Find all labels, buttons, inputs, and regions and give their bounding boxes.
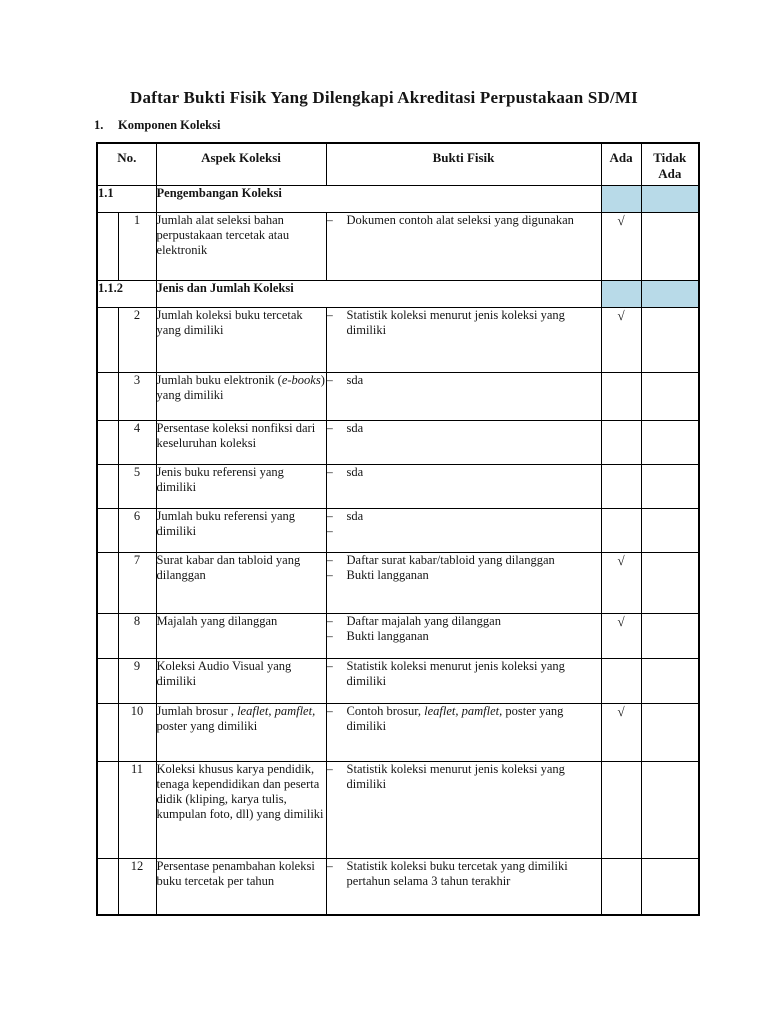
bullet-dash: – xyxy=(326,761,333,776)
table-row xyxy=(97,212,699,280)
table-row xyxy=(97,613,699,658)
bukti-cell xyxy=(326,613,601,658)
header-tidak-ada: Tidak Ada xyxy=(641,143,699,185)
bukti-bullet xyxy=(327,373,601,388)
bukti-bullet xyxy=(327,568,601,583)
table-row xyxy=(97,420,699,464)
bullet-text: Daftar majalah yang dilanggan xyxy=(346,613,501,628)
ada-checkmark-cell: √ xyxy=(601,613,641,658)
evidence-table xyxy=(96,142,700,916)
row-section-spacer-cell xyxy=(97,372,118,420)
tidak-ada-cell xyxy=(641,464,699,508)
aspek-cell: Surat kabar dan tabloid yang dilanggan xyxy=(156,552,326,613)
ada-cell xyxy=(601,280,641,307)
bullet-text: sda xyxy=(346,464,364,479)
row-section-spacer-cell xyxy=(97,420,118,464)
tidak-ada-cell xyxy=(641,212,699,280)
bullet-dash: – xyxy=(326,567,333,582)
tidak-ada-cell xyxy=(641,185,699,212)
row-section-spacer-cell xyxy=(97,552,118,613)
bukti-cell xyxy=(326,552,601,613)
bukti-bullet xyxy=(327,629,601,644)
row-section-spacer-cell xyxy=(97,703,118,761)
aspek-cell: Jumlah alat seleksi bahan perpustakaan tercetak atau elektronik xyxy=(156,212,326,280)
tidak-ada-cell xyxy=(641,280,699,307)
aspek-cell: Persentase penambahan koleksi buku tercetak per tahun xyxy=(156,858,326,915)
ada-cell xyxy=(601,185,641,212)
tidak-ada-cell xyxy=(641,703,699,761)
table-row xyxy=(97,372,699,420)
section-heading-number: 1. xyxy=(94,118,104,132)
section-title-cell: Pengembangan Koleksi xyxy=(156,185,601,212)
bullet-dash: – xyxy=(326,628,333,643)
bullet-text xyxy=(347,524,601,539)
bullet-dash: – xyxy=(326,212,333,227)
row-number-cell: 12 xyxy=(118,858,156,915)
bullet-text: sda xyxy=(346,420,364,435)
bullet-dash: – xyxy=(326,420,333,435)
tidak-ada-cell xyxy=(641,372,699,420)
bullet-dash: – xyxy=(326,523,333,538)
header-no: No. xyxy=(97,143,156,185)
table-row xyxy=(97,464,699,508)
header-row xyxy=(97,143,699,185)
header-aspek: Aspek Koleksi xyxy=(156,143,326,185)
bullet-text: Daftar surat kabar/tabloid yang dilanggan xyxy=(346,552,555,567)
bukti-bullet xyxy=(327,704,601,735)
row-number-cell: 2 xyxy=(118,307,156,372)
table-row xyxy=(97,703,699,761)
ada-cell xyxy=(601,658,641,703)
bullet-dash: – xyxy=(326,552,333,567)
tidak-ada-cell xyxy=(641,420,699,464)
row-number-cell: 5 xyxy=(118,464,156,508)
table-row xyxy=(97,858,699,915)
bukti-bullet xyxy=(327,859,601,890)
bukti-bullet xyxy=(327,614,601,629)
bukti-cell xyxy=(326,464,601,508)
row-number-cell: 7 xyxy=(118,552,156,613)
bukti-cell xyxy=(326,858,601,915)
row-section-spacer-cell xyxy=(97,307,118,372)
bullet-dash: – xyxy=(326,858,333,873)
header-bukti: Bukti Fisik xyxy=(326,143,601,185)
aspek-cell: Jumlah koleksi buku tercetak yang dimiliki xyxy=(156,307,326,372)
bukti-cell xyxy=(326,658,601,703)
aspek-cell: Jumlah buku referensi yang dimiliki xyxy=(156,508,326,552)
ada-cell xyxy=(601,464,641,508)
section-heading xyxy=(94,118,768,133)
ada-checkmark-cell: √ xyxy=(601,212,641,280)
bullet-text: Bukti langganan xyxy=(346,567,429,582)
tidak-ada-cell xyxy=(641,858,699,915)
bukti-bullet xyxy=(327,524,601,539)
row-section-spacer-cell xyxy=(97,761,118,858)
bullet-dash: – xyxy=(326,508,333,523)
aspek-cell: Koleksi khusus karya pendidik, tenaga kependidikan dan peserta didik (kliping, karya tulis, kumpulan foto, dll) yang dimiliki xyxy=(156,761,326,858)
bukti-cell xyxy=(326,307,601,372)
bullet-dash: – xyxy=(326,464,333,479)
table-row xyxy=(97,508,699,552)
bukti-bullet xyxy=(327,421,601,436)
bullet-dash: – xyxy=(326,372,333,387)
row-number-cell: 8 xyxy=(118,613,156,658)
bullet-text: sda xyxy=(346,372,364,387)
ada-cell xyxy=(601,372,641,420)
bullet-text: Statistik koleksi buku tercetak yang dimiliki pertahun selama 3 tahun terakhir xyxy=(346,858,568,888)
section-heading-label: Komponen Koleksi xyxy=(118,118,221,132)
bullet-dash: – xyxy=(326,613,333,628)
bukti-cell xyxy=(326,420,601,464)
bullet-text: Contoh brosur, leaflet, pamflet, poster yang dimiliki xyxy=(346,703,564,733)
bullet-dash: – xyxy=(326,307,333,322)
row-section-spacer-cell xyxy=(97,658,118,703)
section-number-cell: 1.1.2 xyxy=(97,280,156,307)
aspek-cell: Persentase koleksi nonfiksi dari keseluruhan koleksi xyxy=(156,420,326,464)
bukti-cell xyxy=(326,508,601,552)
bukti-bullet xyxy=(327,659,601,690)
bullet-dash: – xyxy=(326,703,333,718)
table-row xyxy=(97,307,699,372)
row-section-spacer-cell xyxy=(97,464,118,508)
bukti-bullet xyxy=(327,762,601,793)
aspek-cell: Jumlah brosur , leaflet, pamflet, poster yang dimiliki xyxy=(156,703,326,761)
ada-cell xyxy=(601,761,641,858)
ada-cell xyxy=(601,508,641,552)
table-row xyxy=(97,658,699,703)
tidak-ada-cell xyxy=(641,761,699,858)
bullet-text: sda xyxy=(346,508,364,523)
row-number-cell: 6 xyxy=(118,508,156,552)
tidak-ada-cell xyxy=(641,658,699,703)
row-number-cell: 1 xyxy=(118,212,156,280)
row-section-spacer-cell xyxy=(97,508,118,552)
ada-cell xyxy=(601,858,641,915)
row-section-spacer-cell xyxy=(97,212,118,280)
bukti-bullet xyxy=(327,553,601,568)
row-number-cell: 10 xyxy=(118,703,156,761)
table-row xyxy=(97,552,699,613)
row-section-spacer-cell xyxy=(97,858,118,915)
bukti-bullet xyxy=(327,509,601,524)
section-row xyxy=(97,280,699,307)
row-number-cell: 11 xyxy=(118,761,156,858)
tidak-ada-cell xyxy=(641,613,699,658)
aspek-cell: Majalah yang dilanggan xyxy=(156,613,326,658)
ada-cell xyxy=(601,420,641,464)
header-ada: Ada xyxy=(601,143,641,185)
bukti-cell xyxy=(326,703,601,761)
ada-checkmark-cell: √ xyxy=(601,307,641,372)
table-body xyxy=(97,185,699,915)
bullet-text: Statistik koleksi menurut jenis koleksi yang dimiliki xyxy=(346,307,565,337)
page-title: Daftar Bukti Fisik Yang Dilengkapi Akreditasi Perpustakaan SD/MI xyxy=(130,88,638,107)
bullet-dash: – xyxy=(326,658,333,673)
ada-checkmark-cell: √ xyxy=(601,703,641,761)
bukti-bullet xyxy=(327,465,601,480)
row-number-cell: 9 xyxy=(118,658,156,703)
aspek-cell: Jenis buku referensi yang dimiliki xyxy=(156,464,326,508)
table-row xyxy=(97,761,699,858)
bukti-cell xyxy=(326,212,601,280)
bukti-cell xyxy=(326,761,601,858)
bullet-text: Statistik koleksi menurut jenis koleksi yang dimiliki xyxy=(346,761,565,791)
bukti-bullet xyxy=(327,213,601,228)
tidak-ada-cell xyxy=(641,307,699,372)
bullet-text: Dokumen contoh alat seleksi yang digunakan xyxy=(346,212,574,227)
bukti-cell xyxy=(326,372,601,420)
aspek-cell: Jumlah buku elektronik (e-books) yang dimiliki xyxy=(156,372,326,420)
section-title-cell: Jenis dan Jumlah Koleksi xyxy=(156,280,601,307)
ada-checkmark-cell: √ xyxy=(601,552,641,613)
bullet-text: Statistik koleksi menurut jenis koleksi yang dimiliki xyxy=(346,658,565,688)
bullet-text: Bukti langganan xyxy=(346,628,429,643)
row-number-cell: 4 xyxy=(118,420,156,464)
section-row xyxy=(97,185,699,212)
section-number-cell: 1.1 xyxy=(97,185,156,212)
aspek-cell: Koleksi Audio Visual yang dimiliki xyxy=(156,658,326,703)
row-section-spacer-cell xyxy=(97,613,118,658)
bukti-bullet xyxy=(327,308,601,339)
tidak-ada-cell xyxy=(641,552,699,613)
row-number-cell: 3 xyxy=(118,372,156,420)
tidak-ada-cell xyxy=(641,508,699,552)
